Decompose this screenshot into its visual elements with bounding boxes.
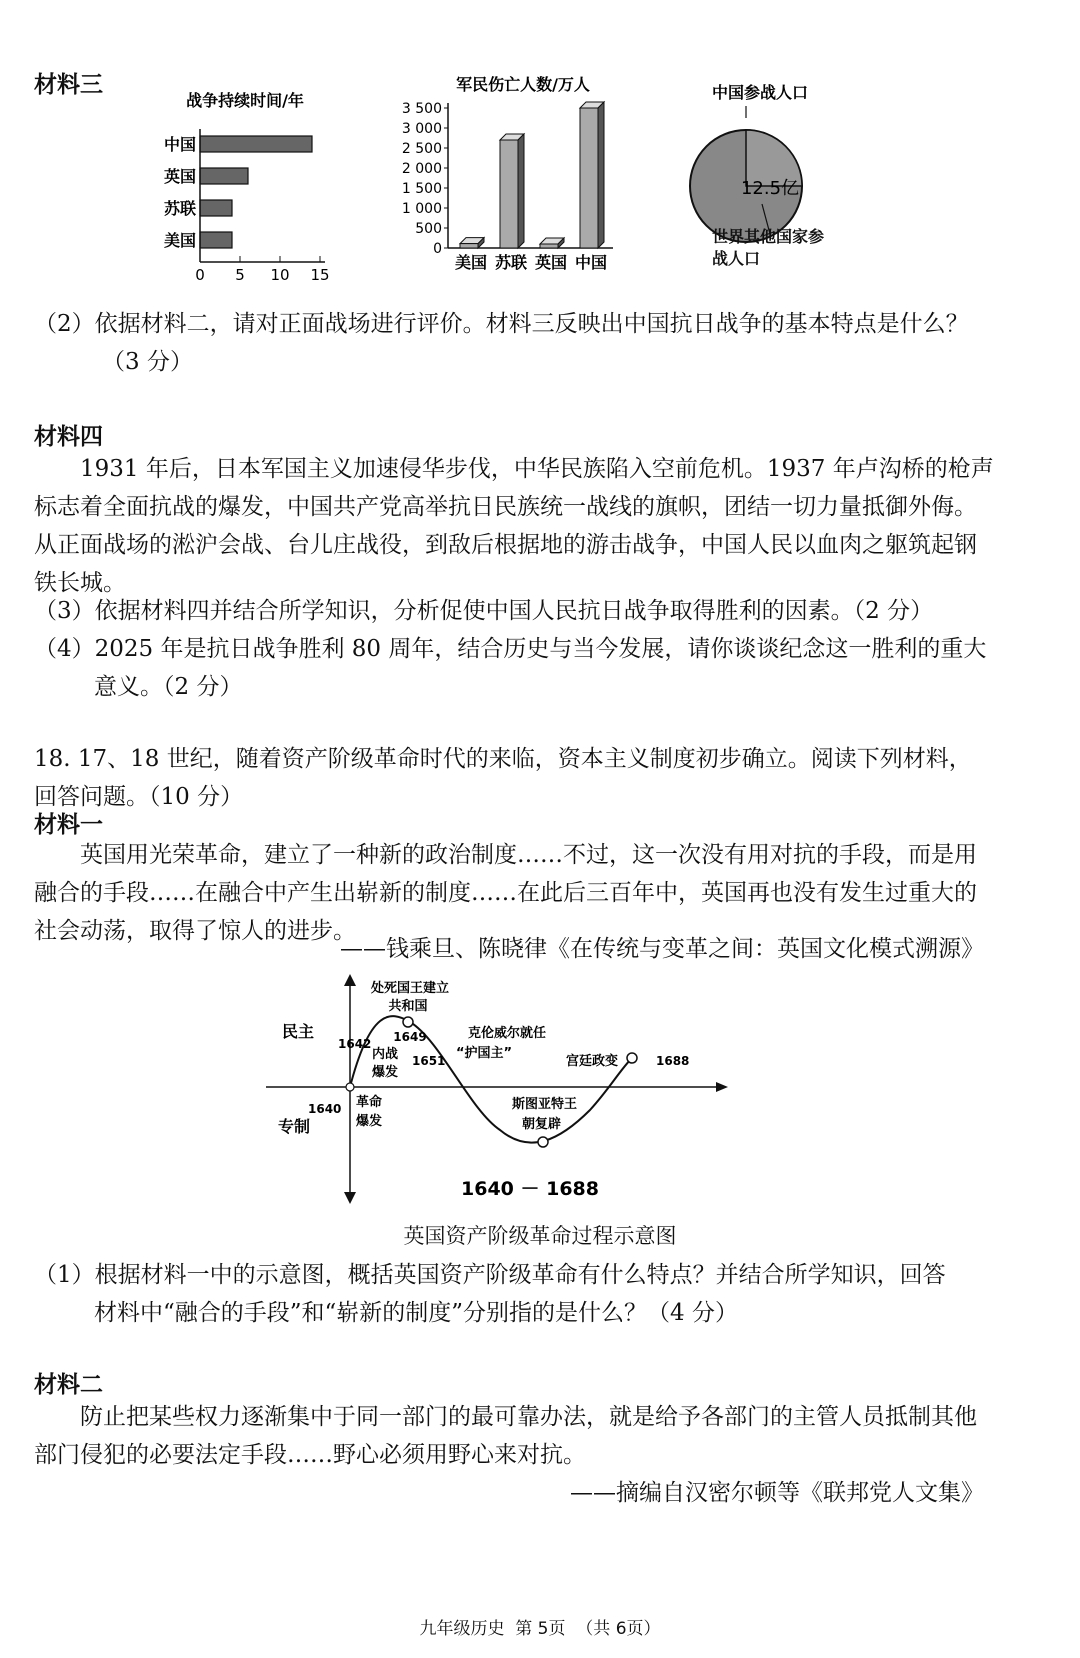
chart-title: 军民伤亡人数/万人 <box>456 75 590 94</box>
x-tick-label: 15 <box>310 266 330 284</box>
material-18-1-source: ——钱乘旦、陈晓律《在传统与变革之间：英国文化模式溯源》 <box>340 936 984 962</box>
question-18-1-line2: 材料中“融合的手段”和“崭新的制度”分别指的是什么？（4 分） <box>94 1300 738 1326</box>
bar <box>540 244 558 248</box>
question-18-line2: 回答问题。（10 分） <box>34 784 244 810</box>
y-tick-label: 3 500 <box>401 101 442 117</box>
question-4-line1: （4）2025 年是抗日战争胜利 80 周年，结合历史与当今发展，请你谈谈纪念这一胜利的重大 <box>34 636 987 662</box>
point-restoration <box>538 1137 548 1147</box>
label-execute-king: 处死国王建立 <box>370 981 450 996</box>
material-3-label: 材料三 <box>34 72 103 98</box>
category-label: 苏联 <box>163 199 196 218</box>
material-18-1-text: 英国用光荣革命，建立了一种新的政治制度……不过，这一次没有用对抗的手段，而是用融合的手段……在融合中产生出崭新的制度……在此后三百年中，英国再也没有发生过重大的社会动荡，取得了惊人的进步。 <box>34 842 977 944</box>
bar <box>200 200 232 216</box>
y-bottom-label: 专制 <box>278 1117 311 1136</box>
y-tick-label: 0 <box>433 241 442 257</box>
point-1640 <box>346 1083 354 1091</box>
bar-side <box>518 134 524 248</box>
y-tick-label: 2 500 <box>401 141 442 157</box>
label-coup: 宫廷政变 <box>566 1054 619 1069</box>
label-revolution-2: 爆发 <box>356 1114 383 1129</box>
question-2-score: （3 分） <box>102 349 193 375</box>
casualties-chart <box>398 68 628 278</box>
category-label: 美国 <box>454 253 488 272</box>
bar <box>200 168 248 184</box>
category-label: 中国 <box>163 135 196 154</box>
pie-label-others: 世界其他国家参战人口 <box>712 227 825 268</box>
point-1688 <box>627 1053 637 1063</box>
material-18-1-label: 材料一 <box>34 812 103 838</box>
x-tick-label: 5 <box>235 266 245 284</box>
point-1649 <box>403 1017 413 1027</box>
x-tick-label: 10 <box>270 266 290 284</box>
question-18-line1: 18. 17、18 世纪，随着资产阶级革命时代的来临，资本主义制度初步确立。阅读下列材料， <box>34 746 972 772</box>
label-stuart-1: 斯图亚特王 <box>512 1097 578 1112</box>
revolution-process-diagram <box>260 970 740 1210</box>
label-civil-war-1: 内战 <box>372 1047 399 1062</box>
label-1640: 1640 <box>308 1102 342 1116</box>
material-18-2-text: 防止把某些权力逐渐集中于同一部门的最可靠办法，就是给予各部门的主管人员抵制其他部门侵犯的必要法定手段……野心必须用野心来对抗。 <box>34 1404 977 1468</box>
material-18-2-source: ——摘编自汉密尔顿等《联邦党人文集》 <box>570 1480 984 1506</box>
y-top-label: 民主 <box>282 1022 315 1041</box>
label-1688: 1688 <box>656 1054 690 1068</box>
category-label: 美国 <box>163 231 196 250</box>
category-label: 中国 <box>574 253 608 272</box>
diagram-caption: 英国资产阶级革命过程示意图 <box>403 1224 677 1248</box>
bar <box>200 136 312 152</box>
material-4-text: 1931 年后，日本军国主义加速侵华步伐，中华民族陷入空前危机。1937 年卢沟桥的枪声标志着全面抗战的爆发，中国共产党高举抗日民族统一战线的旗帜，团结一切力量抵御外侮。从正面战场的淞沪会战、台儿庄战役，到敌后根据地的游击战争，中国人民以血肉之躯筑起钢铁长城。 <box>34 456 994 596</box>
y-tick-label: 2 000 <box>401 161 442 177</box>
bar-side <box>598 102 604 248</box>
chart-title: 战争持续时间/年 <box>186 91 304 110</box>
label-civil-war-2: 爆发 <box>372 1065 399 1080</box>
question-18-1-line1: （1）根据材料一中的示意图，概括英国资产阶级革命有什么特点？并结合所学知识，回答 <box>34 1262 946 1288</box>
pie-label-china: 中国参战人口 <box>711 83 809 102</box>
question-4-line2: 意义。（2 分） <box>94 674 243 700</box>
label-cromwell-2: “护国主” <box>456 1046 513 1061</box>
label-republic: 共和国 <box>388 999 428 1014</box>
material-18-2-label: 材料二 <box>34 1372 103 1398</box>
category-label: 苏联 <box>494 253 528 272</box>
bar <box>460 244 478 248</box>
page-footer: 九年级历史 第 5页 （共 6页） <box>419 1619 661 1639</box>
y-tick-label: 3 000 <box>401 121 442 137</box>
question-3: （3）依据材料四并结合所学知识，分析促使中国人民抗日战争取得胜利的因素。（2 分） <box>34 598 934 624</box>
label-1642: 1642 <box>338 1037 372 1051</box>
category-label: 英国 <box>163 167 196 186</box>
category-label: 英国 <box>534 253 568 272</box>
y-tick-label: 500 <box>415 221 442 237</box>
x-tick-label: 0 <box>195 266 205 284</box>
bar <box>500 140 518 248</box>
y-tick-label: 1 000 <box>401 201 442 217</box>
question-2: （2）依据材料二，请对正面战场进行评价。材料三反映出中国抗日战争的基本特点是什么？ <box>34 311 969 337</box>
y-tick-label: 1 500 <box>401 181 442 197</box>
diagram-year-range: 1640 － 1688 <box>461 1178 599 1200</box>
label-revolution-1: 革命 <box>356 1095 383 1110</box>
bar <box>580 108 598 248</box>
pie-value-label: 12.5亿 <box>740 178 800 199</box>
material-4-label: 材料四 <box>34 424 103 450</box>
war-duration-chart <box>150 84 350 284</box>
label-1651: 1651 <box>412 1054 446 1068</box>
label-stuart-2: 朝复辟 <box>522 1117 562 1132</box>
bar <box>200 232 232 248</box>
label-1649: 1649 <box>393 1030 427 1044</box>
label-cromwell-1: 克伦威尔就任 <box>468 1026 547 1041</box>
